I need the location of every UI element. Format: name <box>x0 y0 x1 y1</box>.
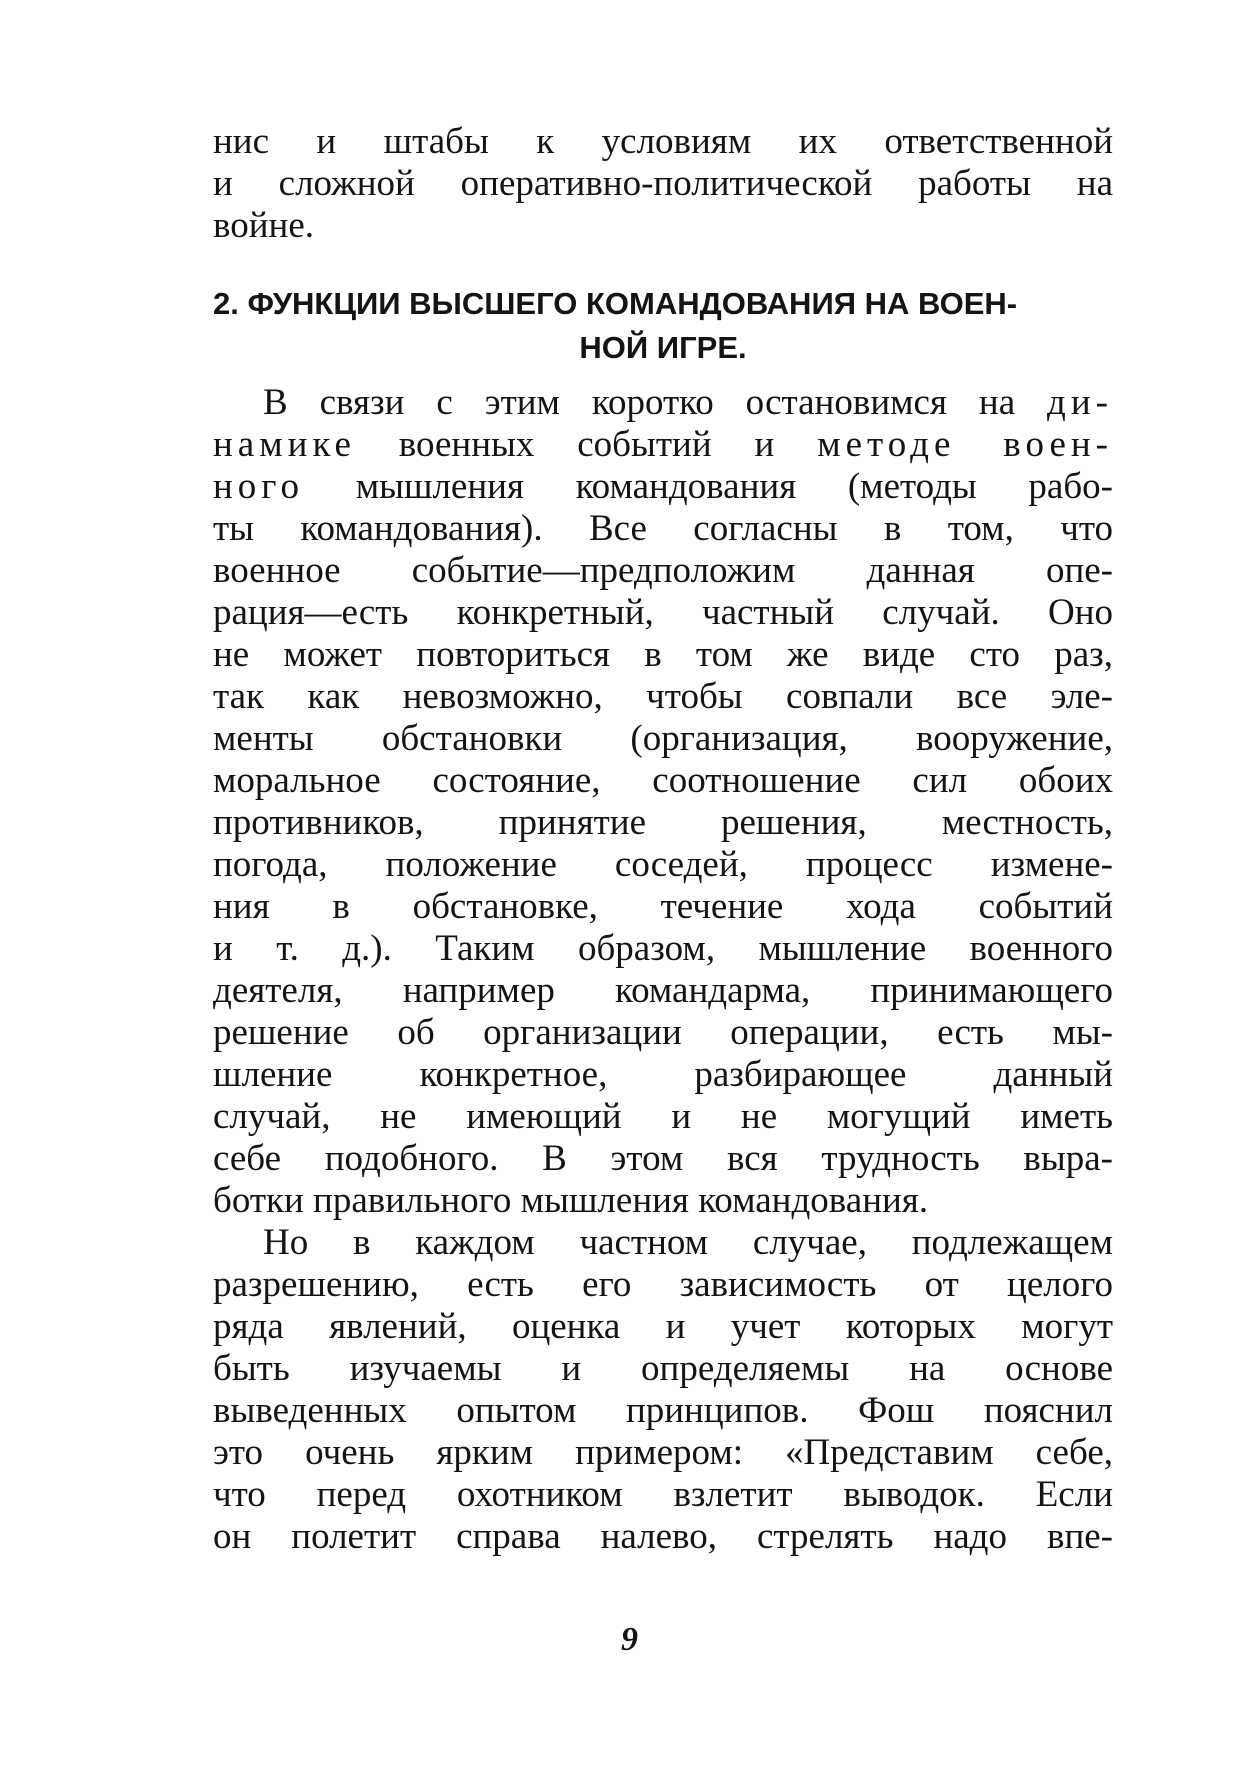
emphasis-text: методе воен- <box>817 424 1114 465</box>
text-line: противников, принятие решения, местность, <box>213 802 1113 843</box>
text-line: погода, положение соседей, процесс измене- <box>213 844 1113 885</box>
text-line: это очень ярким примером: «Представим себе, <box>213 1432 1113 1473</box>
section-heading <box>213 282 1113 370</box>
text-line: не может повториться в том же виде сто раз, <box>213 634 1113 675</box>
text-line <box>213 466 1113 508</box>
text-line: ряда явлений, оценка и учет которых могут <box>213 1306 1113 1347</box>
paragraph-1 <box>213 382 1113 1222</box>
text-run: военных событий и <box>355 424 818 465</box>
text-line: Но в каждом частном случае, подлежащем <box>263 1222 1113 1263</box>
text-line: и сложной оперативно-политической работы на <box>213 163 1113 204</box>
text-line: ботки правильного мышления командования. <box>213 1180 929 1221</box>
text-line: себе подобного. В этом вся трудность выра- <box>213 1138 1113 1179</box>
text-line: шление конкретное, разбирающее данный <box>213 1054 1113 1095</box>
text-line <box>213 382 1113 424</box>
intro-text <box>213 121 1113 247</box>
text-line: менты обстановки (организация, вооружение, <box>213 718 1113 759</box>
text-line: ты командования). Все согласны в том, что <box>213 508 1113 549</box>
text-line: случай, не имеющий и не могущий иметь <box>213 1096 1113 1137</box>
text-line: моральное состояние, соотношение сил обоих <box>213 760 1113 801</box>
text-run: В связи с этим коротко остановимся на <box>263 382 1048 423</box>
text-line: военное событие—предположим данная опе- <box>213 550 1113 591</box>
emphasis-text: намике <box>213 424 356 465</box>
text-line: так как невозможно, чтобы совпали все эле- <box>213 676 1113 717</box>
text-line: нис и штабы к условиям их ответственной <box>213 121 1113 162</box>
text-line: он полетит справа налево, стрелять надо впе- <box>213 1516 1113 1557</box>
text-line: выведенных опытом принципов. Фош пояснил <box>213 1390 1113 1431</box>
page-number: 9 <box>621 1621 638 1658</box>
text-line <box>213 424 1113 466</box>
section-heading-line: НОЙ ИГРЕ. <box>579 330 747 365</box>
text-line: деятеля, например командарма, принимающего <box>213 970 1113 1011</box>
text-line: и т. д.). Таким образом, мышление военного <box>213 928 1113 969</box>
text-run: мышления командования (методы рабо- <box>304 466 1113 507</box>
section-heading-line: 2. ФУНКЦИИ ВЫСШЕГО КОМАНДОВАНИЯ НА ВОЕН- <box>213 286 1018 321</box>
paragraph-2 <box>213 1222 1113 1558</box>
text-line: разрешению, есть его зависимость от целого <box>213 1264 1113 1305</box>
emphasis-text: ного <box>213 466 305 507</box>
emphasis-text: ди- <box>1047 382 1113 423</box>
text-line: решение об организации операции, есть мы- <box>213 1012 1113 1053</box>
text-line: рация—есть конкретный, частный случай. Оно <box>213 592 1113 633</box>
text-line: войне. <box>213 205 314 246</box>
text-line: ния в обстановке, течение хода событий <box>213 886 1113 927</box>
text-line: быть изучаемы и определяемы на основе <box>213 1348 1113 1389</box>
text-line: что перед охотником взлетит выводок. Если <box>213 1474 1113 1515</box>
